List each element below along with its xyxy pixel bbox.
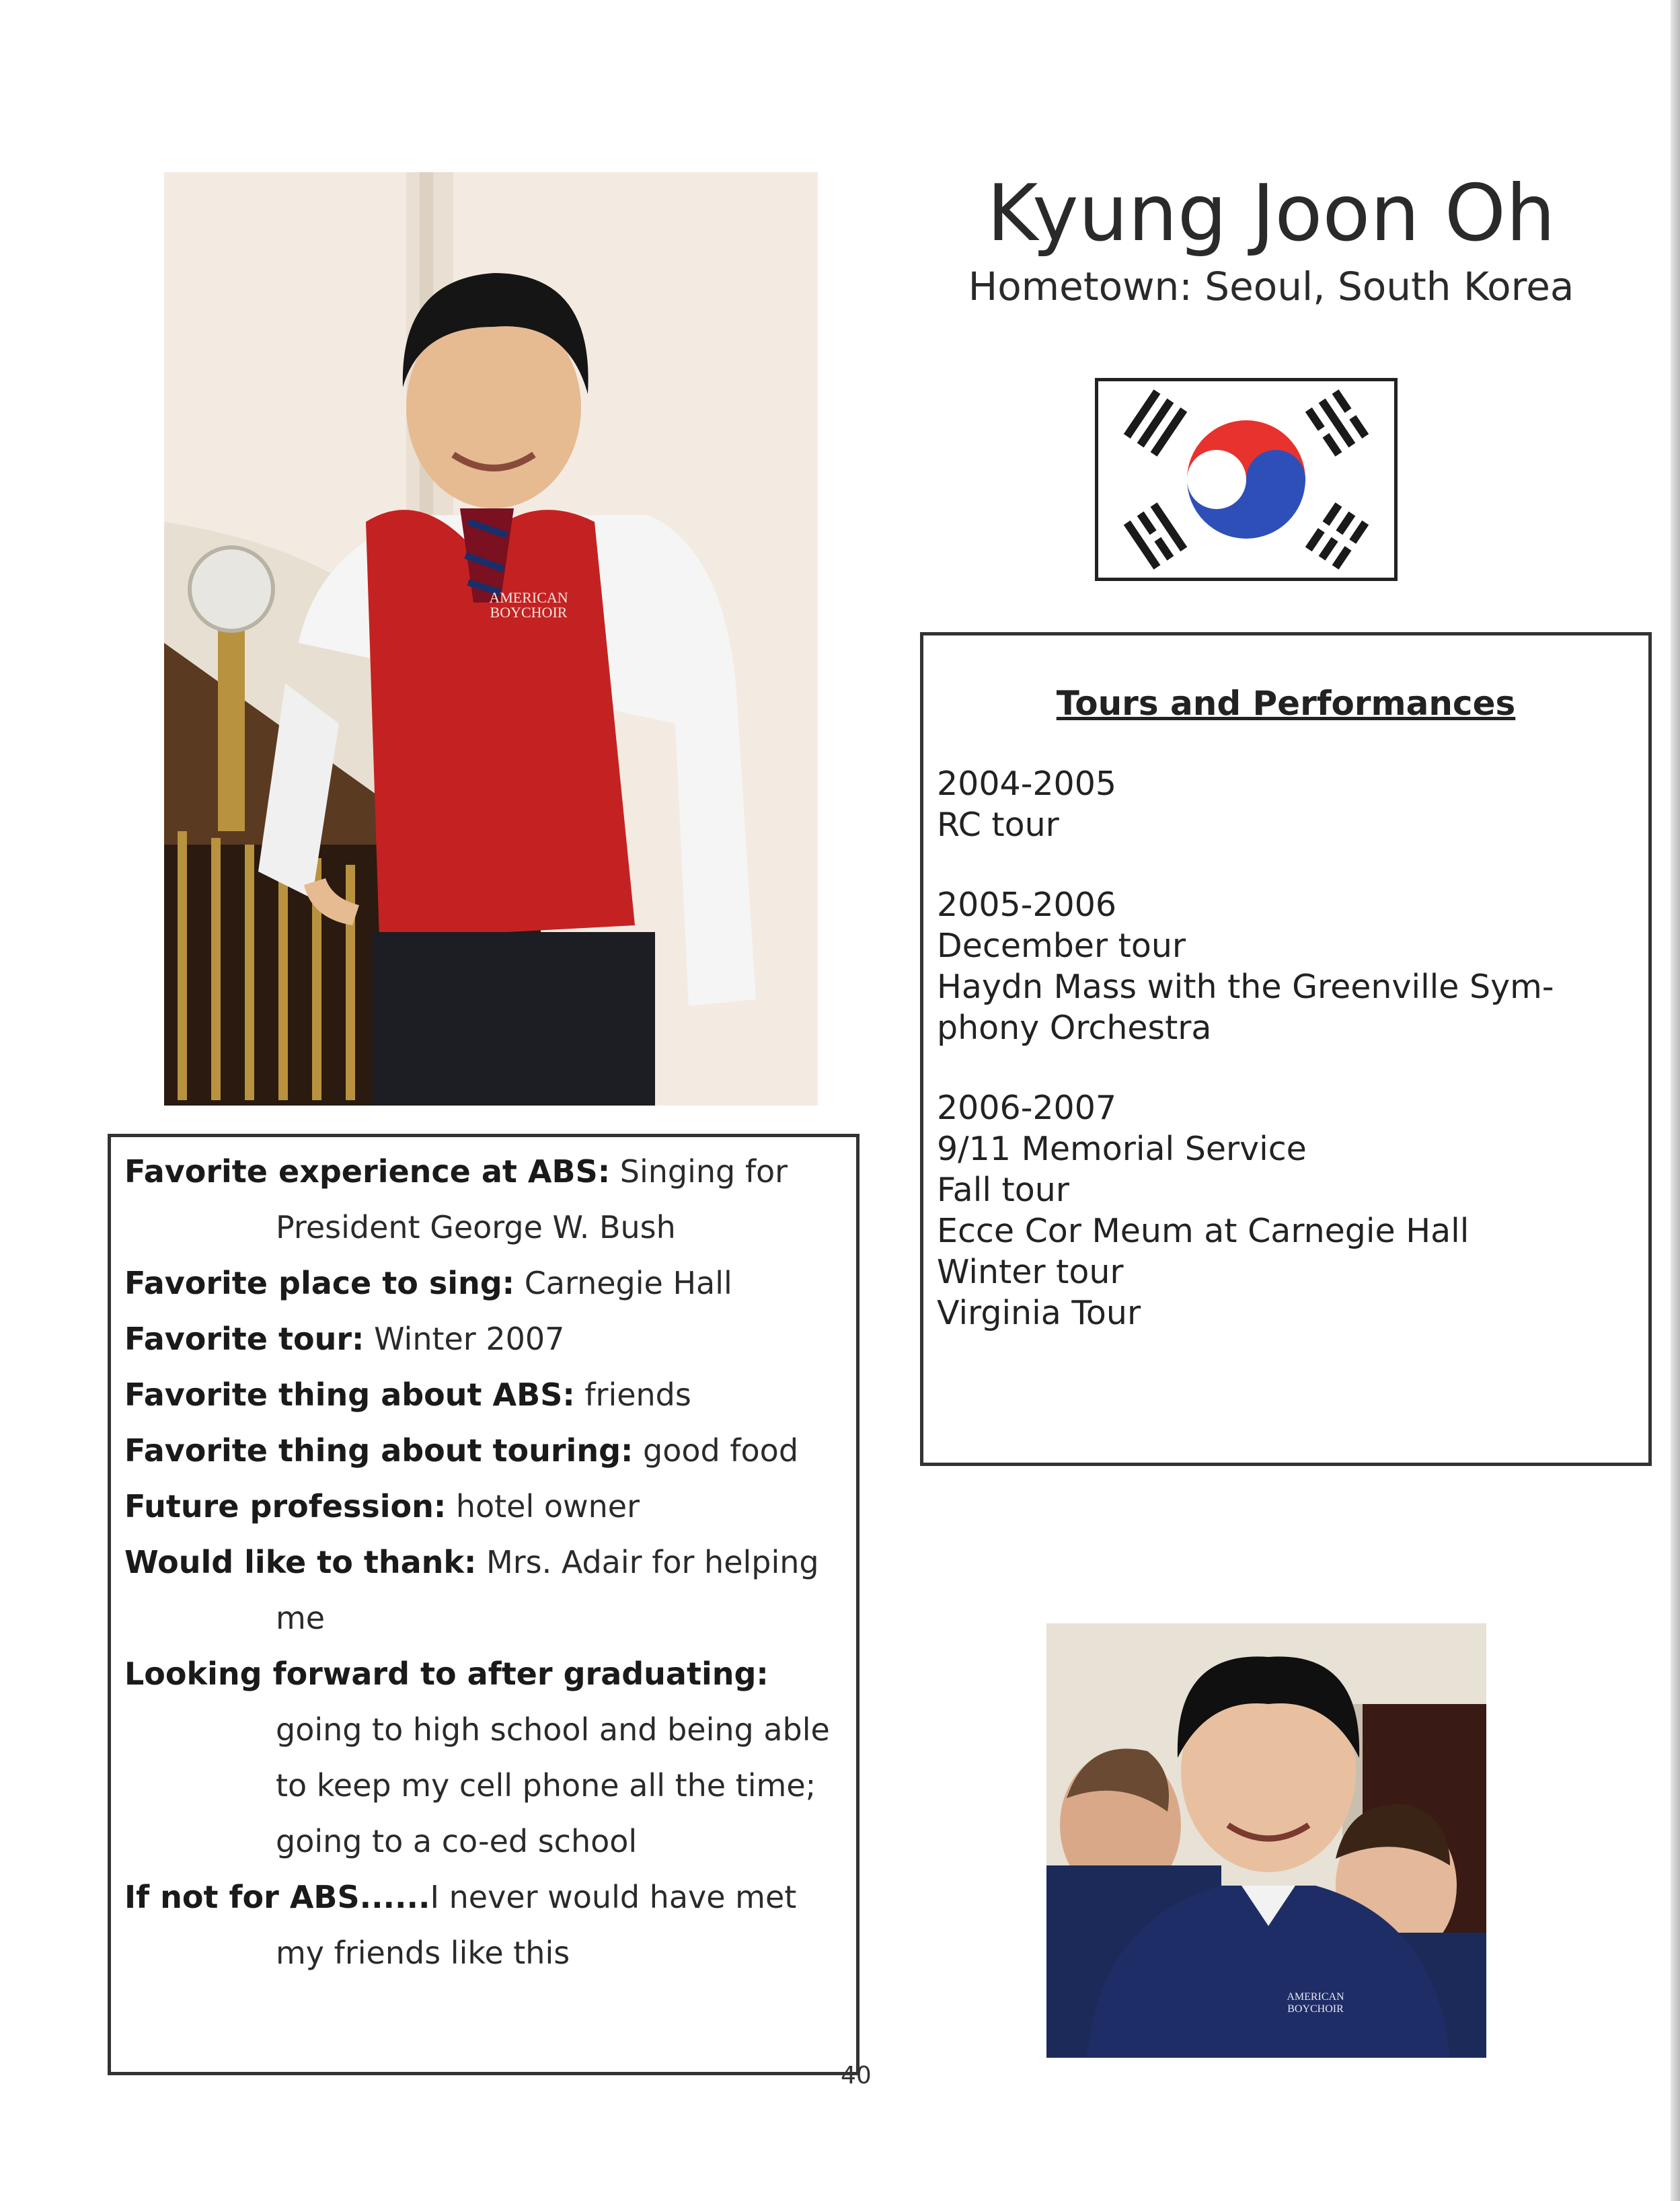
favorites-box bbox=[108, 1134, 860, 2075]
shirt-text-line2: BOYCHOIR bbox=[1287, 2003, 1344, 2015]
future-profession bbox=[124, 1479, 851, 1535]
tour-item: 9/11 Memorial Service bbox=[937, 1130, 1307, 1168]
tour-item: Fall tour bbox=[937, 1171, 1069, 1209]
tour-item: Ecce Cor Meum at Carnegie Hall bbox=[937, 1212, 1469, 1250]
tour-group-2006 bbox=[937, 1087, 1554, 1334]
favorite-value: going to high school and being able to keep my cell phone all the time; going to a co-ed school bbox=[276, 1711, 830, 1859]
favorite-place bbox=[124, 1256, 851, 1311]
favorite-value: Winter 2007 bbox=[374, 1321, 565, 1357]
favorite-label: Would like to thank: bbox=[124, 1544, 477, 1580]
favorite-value: hotel owner bbox=[455, 1488, 640, 1524]
if-not-for-abs bbox=[124, 1869, 851, 1981]
favorite-value: Singing for President George W. Bush bbox=[276, 1153, 788, 1245]
tour-item: December tour bbox=[937, 927, 1186, 965]
favorite-value: I never would have met my friends like this bbox=[276, 1879, 797, 1971]
favorite-label: Favorite thing about ABS: bbox=[124, 1377, 575, 1413]
tour-item: phony Orchestra bbox=[937, 1009, 1212, 1047]
tour-item: RC tour bbox=[937, 806, 1059, 844]
favorite-value: good food bbox=[643, 1432, 799, 1469]
favorite-label: Future profession: bbox=[124, 1488, 447, 1524]
favorite-value: friends bbox=[584, 1377, 691, 1413]
tour-group-2004 bbox=[937, 763, 1554, 845]
favorite-label: Favorite place to sing: bbox=[124, 1265, 515, 1301]
profile-name: Kyung Joon Oh bbox=[987, 168, 1556, 259]
tours-list bbox=[937, 763, 1554, 1373]
favorites-list bbox=[124, 1144, 851, 1981]
favorite-label: If not for ABS...... bbox=[124, 1879, 430, 1915]
vest-text-line2: BOYCHOIR bbox=[490, 604, 568, 621]
profile-hometown: Hometown: Seoul, South Korea bbox=[968, 264, 1574, 309]
group-photo bbox=[1046, 1623, 1486, 2058]
favorite-experience bbox=[124, 1144, 851, 1256]
tour-item: Winter tour bbox=[937, 1253, 1124, 1291]
tours-box bbox=[920, 632, 1652, 1466]
south-korea-flag bbox=[1095, 378, 1398, 581]
vest-text-line1: AMERICAN bbox=[489, 589, 568, 606]
favorite-tour bbox=[124, 1311, 851, 1367]
tour-item: Haydn Mass with the Greenville Sym- bbox=[937, 968, 1554, 1006]
tour-year: 2006-2007 bbox=[937, 1089, 1117, 1127]
looking-forward bbox=[124, 1646, 851, 1869]
page-number: 40 bbox=[841, 2062, 872, 2089]
favorite-label: Favorite experience at ABS: bbox=[124, 1153, 611, 1190]
favorite-label: Favorite tour: bbox=[124, 1321, 365, 1357]
portrait-photo bbox=[164, 172, 818, 1106]
tour-year: 2004-2005 bbox=[937, 765, 1117, 803]
tour-group-2005 bbox=[937, 884, 1554, 1048]
group-photo-icon bbox=[1046, 1623, 1486, 2058]
favorite-thing-abs bbox=[124, 1367, 851, 1423]
favorite-thing-touring bbox=[124, 1423, 851, 1479]
portrait-photo-icon bbox=[164, 172, 818, 1106]
page-edge bbox=[1671, 0, 1680, 2201]
south-korea-flag-icon bbox=[1098, 381, 1394, 578]
shirt-text-line1: AMERICAN bbox=[1287, 1991, 1344, 2003]
favorite-label: Looking forward to after graduating: bbox=[124, 1656, 769, 1692]
would-like-to-thank bbox=[124, 1535, 851, 1646]
tours-title: Tours and Performances bbox=[1056, 684, 1516, 723]
tour-year: 2005-2006 bbox=[937, 886, 1117, 924]
favorite-value: Carnegie Hall bbox=[524, 1265, 732, 1301]
favorite-value: Mrs. Adair for helping me bbox=[276, 1544, 819, 1636]
tour-item: Virginia Tour bbox=[937, 1294, 1141, 1332]
favorite-label: Favorite thing about touring: bbox=[124, 1432, 634, 1469]
